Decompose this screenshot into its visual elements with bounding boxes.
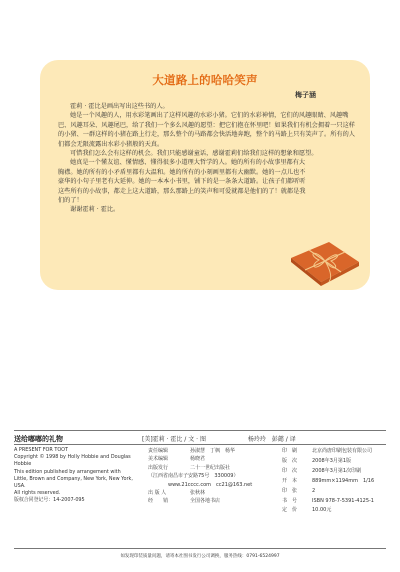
specs-block	[282, 447, 390, 516]
spec-row	[282, 487, 390, 497]
staff-key: 经 销	[148, 498, 169, 505]
spec-value: 889mm×1194mm 1/16	[312, 477, 375, 484]
foreword-paragraph: 她是一个风趣的人，用水彩笔画出了这样风趣的水彩小猪。它们的水彩神情，它们的风趣眼睛、风趣嘴巴、风趣耳朵、风趣尾巴，给了我们一个多么风趣的愿望：把它们抱在怀里吧！如果我们有机会拥着一只这样的小猪、一群这样的小猪在路上行走，那么整个的马路都会快活地奔跑，整个的马路上只有笑声了。所有的人们都会无限流露出水彩小猪般的天真。	[58, 112, 355, 148]
copyright-line: All rights reserved.	[14, 490, 61, 497]
copyright-line: A PRESENT FOR TOOT	[14, 447, 69, 453]
spec-row	[282, 497, 390, 507]
staff-row	[148, 464, 278, 472]
staff-key: 出版发行	[148, 464, 169, 471]
foreword-paragraph: 可惜我们怎么会有这样的机会。我们只能感谢童话，感谢霍莉们给我们这样的想象和愿望。	[70, 150, 318, 158]
spec-row	[282, 457, 390, 467]
spec-value: 2008年3月第1次印刷	[312, 467, 362, 474]
staff-row	[148, 481, 278, 489]
spec-value: 2008年3月第1版	[312, 457, 352, 464]
copyright-line: Copyright © 1998 by Holly Hobbie and Douglas Hobbie	[14, 454, 131, 468]
spec-key: 印 张	[282, 487, 298, 494]
staff-value: 张秋林	[190, 490, 206, 497]
gift-package-icon	[285, 228, 365, 290]
copyright-line: 版权合同登记号：14-2007-095	[14, 497, 85, 504]
staff-key: 责任编辑	[148, 448, 169, 454]
translator-credit: 杨玲玲 彭懿 / 译	[247, 436, 296, 443]
copyright-line: This edition published by arrangement with Little, Brown and Company, New York, New York, USA.	[14, 468, 133, 490]
colophon-top-rule	[14, 430, 386, 431]
foreword-paragraph: 她真是一个懂友谊、懂情感、懂得很多小道理大哲学的人。她的所有的小故事里都有大胸襟。她的所有的小矛盾里都有大温和。她的所有的小刻画里都有大幽默。她的一点儿也不豪华的小句子里老有大延伸。她的一本本小书里，铺下的是一条条大道路。让孩子们都听听这些所有的小故事，都走上这大道路，那么那路上的笑声和可爱就都是他们的了！就都是我们的了！	[58, 159, 306, 205]
book-credits	[142, 434, 306, 443]
staff-key: 出 版 人	[148, 490, 167, 497]
spec-value: ISBN 978-7-5391-4125-1	[312, 497, 374, 504]
foreword-title: 大道路上的哈哈笑声	[152, 73, 258, 87]
foreword-body	[58, 102, 356, 215]
staff-value: www.21cccc.com cc21@163.net	[168, 481, 253, 488]
copyright-block	[14, 447, 136, 505]
spec-value: 北京尚唐印刷包装有限公司	[312, 448, 373, 454]
staff-value: （江西省南昌市子安路75号 330009）	[148, 473, 239, 480]
spec-key: 版 次	[282, 457, 298, 464]
staff-row	[148, 447, 278, 455]
spec-value: 2	[312, 487, 316, 494]
staff-row	[148, 497, 278, 505]
staff-value: 全国各地书店	[190, 498, 221, 505]
foreword-signoff: 谢谢霍莉 · 霍比。	[70, 206, 120, 214]
spec-row	[282, 477, 390, 487]
author-credit: [美]霍莉 · 霍比 / 文 · 图	[142, 436, 206, 443]
spec-value: 10.00元	[312, 507, 332, 514]
foreword-author: 梅子涵	[295, 91, 316, 99]
book-title: 送给嘟嘟的礼物	[14, 435, 63, 443]
spec-row	[282, 467, 390, 477]
colophon-title-rule	[14, 444, 386, 445]
colophon-bottom-rule	[14, 548, 386, 549]
staff-row	[148, 489, 278, 497]
publisher-block	[148, 447, 278, 506]
staff-key: 美术编辑	[148, 456, 169, 463]
quality-notice: 如发现印装质量问题，请寄本社图书发行公司调换，服务热线：0791-6524997	[120, 554, 280, 559]
staff-value: 杨晓君	[190, 456, 206, 463]
staff-value: 二十一世纪出版社	[190, 464, 231, 471]
spec-row	[282, 447, 390, 457]
staff-value: 孙淑慧 丁枫 杨华	[190, 448, 236, 454]
staff-row	[148, 455, 278, 463]
spec-row	[282, 506, 390, 516]
spec-key: 书 号	[282, 497, 298, 504]
spec-key: 印 刷	[282, 448, 298, 454]
spec-key: 定 价	[282, 507, 298, 514]
staff-row	[148, 472, 278, 480]
spec-key: 印 次	[282, 467, 298, 474]
spec-key: 开 本	[282, 477, 298, 484]
staff-key	[148, 481, 168, 489]
foreword-paragraph: 霍莉 · 霍比是画出写出这些书的人。	[70, 103, 169, 110]
